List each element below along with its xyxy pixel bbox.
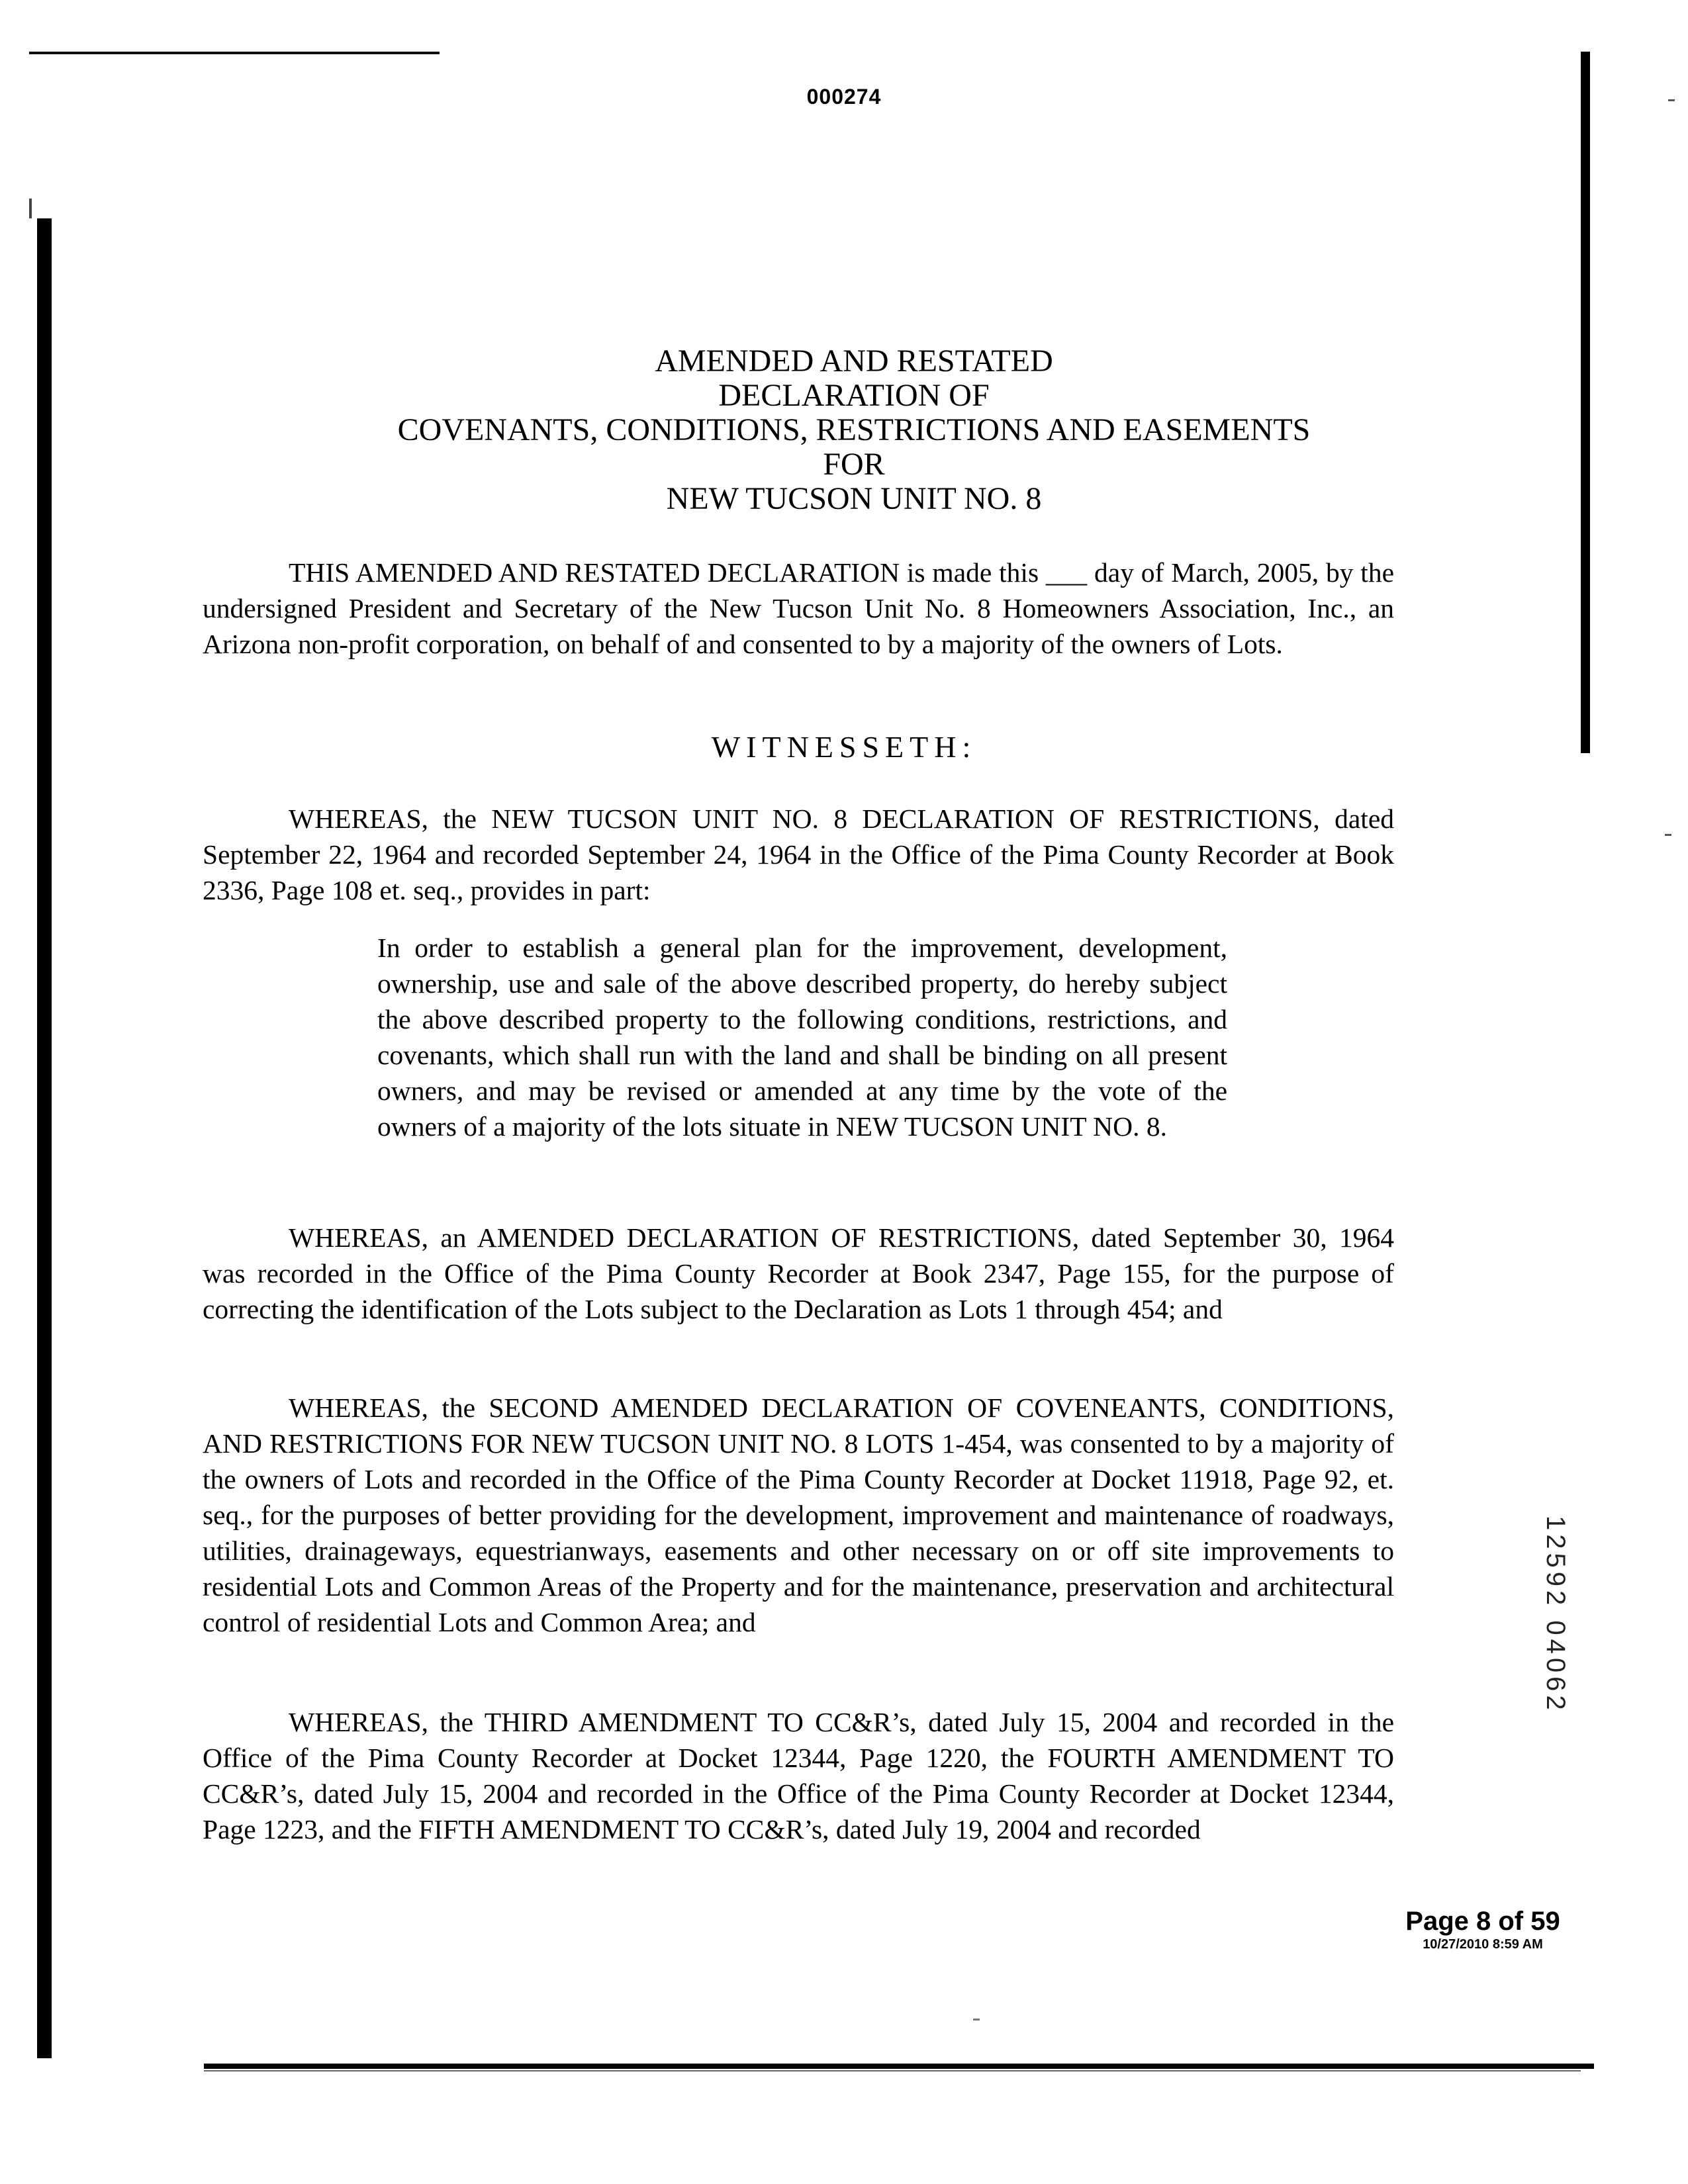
whereas-paragraph-1: WHEREAS, the NEW TUCSON UNIT NO. 8 DECLARATION OF RESTRICTIONS, dated September 22, 1964 and recorded September 24, 1964 in the Office of the Pima County Recorder at Book 2336, Page 108 et. seq., provides in part: [203,803,1394,905]
title-line: FOR [823,447,885,482]
scan-border-right [1581,52,1590,753]
whereas-paragraph-4: WHEREAS, the THIRD AMENDMENT TO CC&R’s, dated July 15, 2004 and recorded in the Office of the Pima County Recorder at Docket 12344, Page 1220, the FOURTH AMENDMENT TO CC&R’s, dated July 15, 2004 and recorded in the Office of the Pima County Recorder at Docket 12344, Page 1223, and the FIFTH AMENDMENT TO CC&R’s, dated July 19, 2004 and recorded [203,1707,1394,1844]
intro-paragraph: THIS AMENDED AND RESTATED DECLARATION is made this ___ day of March, 2005, by the undersigned President and Secretary of the New Tucson Unit No. 8 Homeowners Association, Inc., an Arizona non-profit corporation, on behalf of and consented to by a majority of the owners of Lots. [203,557,1394,659]
bottom-rule [204,2064,1594,2069]
title-line: DECLARATION OF [718,378,990,413]
bottom-rule-thin [204,2070,1581,2071]
block-quote: In order to establish a general plan for the improvement, development, ownership, use and sale of the above described property, do hereby subject the above described property to the following conditions, restrictions, and covenants, which shall run with the land and shall be binding on all present owners, and may be revised or amended at any time by the vote of the owners of a majority of the lots situate in NEW TUCSON UNIT NO. 8. [377,933,1227,1142]
print-timestamp: 10/27/2010 8:59 AM [1423,1937,1543,1952]
recording-stamp: 12592 04062 [1541,1516,1570,1714]
scan-mark-left [29,199,32,218]
scan-mark-right-mid [1665,834,1671,836]
top-rule [29,52,440,54]
document-title [199,344,1509,516]
title-line: AMENDED AND RESTATED [655,343,1053,379]
document-number: 000274 [806,85,882,109]
whereas-paragraph-3: WHEREAS, the SECOND AMENDED DECLARATION OF COVENEANTS, CONDITIONS, AND RESTRICTIONS FOR NEW TUCSON UNIT NO. 8 LOTS 1-454, was consented to by a majority of the owners of Lots and recorded in the Office of the Pima County Recorder at Docket 11918, Page 92, et. seq., for the purposes of better providing for the development, improvement and maintenance of roadways, utilities, drainageways, equestrianways, easements and other necessary on or off site improvements to residential Lots and Common Areas of the Property and for the maintenance, preservation and architectural control of residential Lots and Common Area; and [203,1392,1394,1637]
title-line: COVENANTS, CONDITIONS, RESTRICTIONS AND EASEMENTS [397,412,1311,447]
scan-mark-bottom [973,2019,980,2021]
witnesseth-heading: WITNESSETH: [711,730,977,764]
page-info [1390,1906,1575,1952]
scan-border-left [37,218,52,2058]
whereas-paragraph-2: WHEREAS, an AMENDED DECLARATION OF RESTRICTIONS, dated September 30, 1964 was recorded in the Office of the Pima County Recorder at Book 2347, Page 155, for the purpose of correcting the identification of the Lots subject to the Declaration as Lots 1 through 454; and [203,1222,1394,1324]
page-number: Page 8 of 59 [1405,1907,1560,1936]
title-line: NEW TUCSON UNIT NO. 8 [666,481,1042,516]
